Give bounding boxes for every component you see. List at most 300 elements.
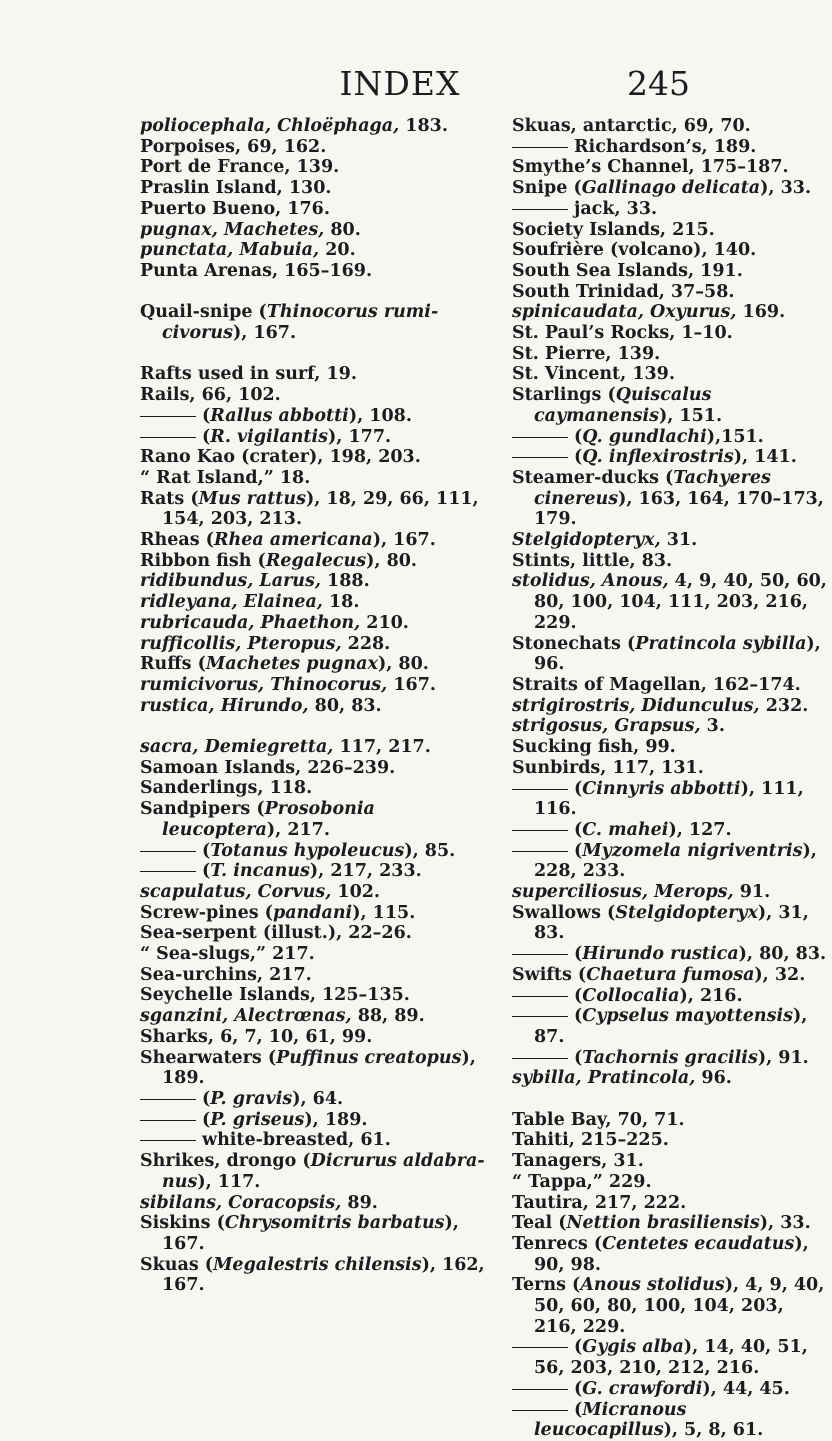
entry-italic-text: sibilans, Coracopsis,	[140, 1192, 342, 1213]
ditto-dash	[140, 1140, 196, 1141]
entry-text: ), 177.	[328, 426, 392, 447]
ditto-dash	[512, 437, 568, 438]
index-entry	[512, 965, 832, 986]
entry-italic-text: Rhea americana	[213, 530, 373, 551]
entry-text: ), 189.	[162, 1047, 476, 1089]
entry-text: (	[202, 861, 211, 882]
entry-text: (	[574, 778, 583, 799]
index-entry	[512, 1193, 832, 1214]
entry-italic-text: Prosobonia leucoptera	[162, 799, 375, 840]
entry-text: Quail-snipe (	[140, 302, 267, 323]
entry-italic-text: Regalecus	[265, 550, 367, 571]
entry-text: ), 163, 164, 170–173, 179.	[534, 488, 824, 530]
index-entry	[512, 178, 832, 199]
ditto-dash	[512, 1389, 568, 1390]
index-entry	[512, 364, 832, 385]
entry-text: Smythe’s Channel, 175–187.	[512, 157, 789, 178]
entry-italic-text: Micranous leucocapillus	[534, 1399, 687, 1441]
entry-text: (	[574, 985, 583, 1006]
entry-text: ), 4, 9, 40, 50, 60, 80, 100, 104, 203, 216, 229.	[534, 1275, 825, 1337]
index-entry	[512, 986, 832, 1007]
entry-text: South Sea Islands, 191.	[512, 260, 743, 281]
entry-text: ), 44, 45.	[702, 1378, 790, 1399]
index-entry	[512, 468, 832, 530]
index-entry	[512, 716, 832, 737]
entry-text: Tanagers, 31.	[512, 1151, 644, 1172]
entry-text: Sanderlings, 118.	[140, 778, 313, 799]
entry-italic-text: sacra, Demiegretta,	[140, 737, 334, 758]
entry-italic-text: Myzomela nigriventris	[582, 840, 803, 861]
index-entry	[512, 199, 832, 220]
entry-italic-text: rustica, Hirundo,	[140, 695, 309, 716]
entry-text: Table Bay, 70, 71.	[512, 1109, 685, 1130]
index-entry	[140, 1151, 485, 1192]
section-gap	[140, 716, 485, 737]
entry-text: ), 31, 83.	[534, 902, 809, 944]
entry-text: Steamer-ducks (	[512, 467, 674, 488]
ditto-dash	[140, 871, 196, 872]
index-entry	[140, 220, 485, 241]
entry-text: St. Pierre, 139.	[512, 343, 661, 364]
entry-text: ), 216.	[679, 985, 743, 1006]
index-entry	[512, 696, 832, 717]
index-entry	[512, 1006, 832, 1047]
entry-text: ), 217, 233.	[309, 861, 422, 882]
entry-italic-text: pugnax, Machetes,	[140, 219, 325, 240]
entry-italic-text: Mus rattus	[198, 488, 306, 509]
index-entry	[140, 737, 485, 758]
entry-text: ), 127.	[668, 819, 732, 840]
entry-italic-text: Gygis alba	[582, 1337, 684, 1358]
index-entry	[512, 282, 832, 303]
entry-italic-text: Collocalia	[582, 985, 680, 1006]
ditto-dash	[512, 789, 568, 790]
entry-italic-text: Centetes ecaudatus	[602, 1233, 795, 1254]
entry-text: ), 96.	[534, 633, 821, 675]
entry-italic-text: Anous stolidus	[580, 1275, 725, 1296]
page-number: 245	[627, 64, 690, 103]
entry-italic-text: Nettion brasiliensis	[566, 1213, 760, 1234]
entry-text: Sunbirds, 117, 131.	[512, 757, 704, 778]
entry-text: Rheas (	[140, 530, 214, 551]
index-entry	[512, 447, 832, 468]
entry-text: Samoan Islands, 226–239.	[140, 757, 396, 778]
entry-text: jack, 33.	[574, 198, 658, 219]
entry-text: 91.	[733, 882, 771, 903]
entry-italic-text: C. mahei	[582, 819, 669, 840]
index-entry	[512, 571, 832, 633]
entry-italic-text: poliocephala, Chloëphaga,	[140, 116, 400, 136]
entry-text: 228.	[341, 633, 391, 654]
entry-text: ), 33.	[759, 1213, 811, 1234]
entry-text: ), 115.	[352, 902, 416, 923]
entry-text: (	[574, 819, 583, 840]
entry-text: Sea-serpent (illust.), 22–26.	[140, 923, 412, 944]
ditto-dash	[512, 1016, 568, 1017]
entry-text: (	[574, 1337, 583, 1358]
entry-text: ), 80, 83.	[738, 944, 827, 965]
entry-text: Praslin Island, 130.	[140, 178, 332, 199]
entry-text: Porpoises, 69, 162.	[140, 136, 327, 157]
entry-text: 20.	[319, 240, 356, 261]
index-entry	[140, 530, 485, 551]
entry-text: 188.	[320, 571, 370, 592]
index-entry	[140, 468, 485, 489]
entry-text: Sucking fish, 99.	[512, 737, 676, 758]
index-entry	[140, 758, 485, 779]
entry-text: Teal (	[512, 1213, 567, 1234]
index-entry	[140, 1089, 485, 1110]
entry-italic-text: G. crawfordi	[582, 1378, 703, 1399]
section-gap	[140, 344, 485, 365]
entry-text: ),151.	[706, 426, 764, 447]
entry-text: “ Sea-slugs,” 217.	[140, 944, 315, 965]
entry-text: Port de France, 139.	[140, 157, 340, 178]
ditto-dash	[512, 996, 568, 997]
page-header	[0, 60, 800, 110]
entry-text: Stonechats (	[512, 633, 636, 654]
index-entry	[512, 240, 832, 261]
entry-text: Puerto Bueno, 176.	[140, 198, 330, 219]
index-entry	[140, 1027, 485, 1048]
ditto-dash	[512, 851, 568, 852]
entry-text: 80.	[324, 219, 361, 240]
ditto-dash	[140, 437, 196, 438]
entry-text: ), 90, 98.	[534, 1233, 809, 1275]
index-entry	[140, 861, 485, 882]
entry-text: Starlings (	[512, 385, 616, 406]
index-entry	[140, 1048, 485, 1089]
index-entry	[140, 406, 485, 427]
index-entry	[140, 1193, 485, 1214]
ditto-dash	[512, 147, 568, 148]
index-entry	[512, 1151, 832, 1172]
index-entry	[512, 323, 832, 344]
index-entry	[512, 1110, 832, 1131]
index-entry	[140, 592, 485, 613]
entry-italic-text: Puffinus creatopus	[276, 1047, 462, 1068]
index-entry	[140, 1130, 485, 1151]
entry-italic-text: Stelgidopteryx	[615, 902, 758, 923]
entry-text: (	[202, 1089, 211, 1109]
entry-text: white-breasted, 61.	[202, 1130, 391, 1151]
entry-text: ), 141.	[733, 447, 797, 468]
entry-italic-text: P. gravis	[210, 1089, 293, 1109]
entry-text: Terns (	[512, 1275, 581, 1296]
entry-text: Screw-pines (	[140, 902, 273, 923]
entry-text: 183.	[399, 116, 448, 136]
entry-italic-text: Quiscalus caymanensis	[534, 385, 712, 426]
entry-italic-text: Megalestris chilensis	[213, 1254, 422, 1275]
index-entry	[512, 551, 832, 572]
ditto-dash	[140, 1099, 196, 1100]
index-entry	[140, 157, 485, 178]
entry-italic-text: Stelgidopteryx,	[512, 530, 661, 551]
index-entry	[512, 427, 832, 448]
ditto-dash	[140, 1120, 196, 1121]
index-column-left	[140, 116, 485, 1296]
index-entry	[512, 1172, 832, 1193]
entry-text: Shrikes, drongo (	[140, 1151, 311, 1172]
entry-italic-text: Cypselus mayottensis	[582, 1006, 793, 1027]
index-entry	[140, 178, 485, 199]
index-entry	[140, 1110, 485, 1131]
entry-text: ), 151.	[658, 405, 723, 426]
entry-text: 31.	[660, 530, 698, 551]
index-entry	[140, 137, 485, 158]
entry-italic-text: Tachornis gracilis	[582, 1047, 758, 1068]
index-entry	[140, 799, 485, 840]
entry-text: Sandpipers (	[140, 799, 265, 820]
entry-text: (	[574, 840, 583, 861]
index-entry	[512, 1400, 832, 1441]
index-entry	[512, 137, 832, 158]
entry-italic-text: P. griseus	[210, 1109, 305, 1130]
entry-text: Tautira, 217, 222.	[512, 1192, 687, 1213]
index-entry	[512, 1337, 832, 1378]
entry-italic-text: ridleyana, Elainea,	[140, 592, 323, 613]
entry-text: 210.	[360, 612, 409, 633]
entry-text: Tahiti, 215–225.	[512, 1130, 669, 1151]
ditto-dash	[512, 209, 568, 210]
entry-text: Tenrecs (	[512, 1233, 603, 1254]
index-entry	[140, 841, 485, 862]
entry-text: ), 5, 8, 61.	[663, 1420, 764, 1441]
entry-text: ), 14, 40, 51, 56, 203, 210, 212, 216.	[534, 1337, 808, 1379]
entry-italic-text: Q. gundlachi	[582, 426, 707, 447]
entry-text: (	[574, 944, 583, 965]
index-entry	[140, 489, 485, 530]
index-entry	[512, 261, 832, 282]
entry-text: Soufrière (volcano), 140.	[512, 240, 757, 261]
entry-text: 102.	[331, 881, 381, 902]
entry-text: ), 228, 233.	[534, 840, 817, 882]
ditto-dash	[512, 954, 568, 955]
entry-text: ), 91.	[757, 1047, 809, 1068]
entry-text: ), 167.	[162, 1213, 459, 1254]
entry-italic-text: R. vigilantis	[210, 426, 329, 447]
entry-italic-text: rumicivorus, Thinocorus,	[140, 674, 388, 695]
ditto-dash	[512, 1347, 568, 1348]
index-entry	[140, 551, 485, 572]
entry-text: ), 162, 167.	[162, 1254, 485, 1296]
ditto-dash	[140, 416, 196, 417]
entry-text: ), 18, 29, 66, 111, 154, 203, 213.	[162, 488, 479, 530]
index-entry	[140, 696, 485, 717]
index-entry	[512, 220, 832, 241]
index-entry	[512, 882, 832, 903]
index-entry	[140, 613, 485, 634]
index-entry	[140, 427, 485, 448]
entry-text: “ Tappa,” 229.	[512, 1171, 652, 1192]
entry-text: (	[574, 1006, 583, 1027]
index-entry	[512, 1048, 832, 1069]
entry-text: ), 189.	[304, 1109, 368, 1130]
index-entry	[140, 447, 485, 468]
index-entry	[512, 1130, 832, 1151]
index-entry	[140, 385, 485, 406]
entry-text: Skuas, antarctic, 69, 70.	[512, 116, 751, 136]
entry-italic-text: rufficollis, Pteropus,	[140, 633, 342, 654]
entry-text: Sharks, 6, 7, 10, 61, 99.	[140, 1026, 373, 1047]
entry-text: 88, 89.	[351, 1006, 425, 1027]
entry-italic-text: punctata, Mabuia,	[140, 240, 320, 261]
entry-text: (	[574, 1047, 583, 1068]
entry-text: ), 85.	[404, 840, 456, 861]
entry-text: (	[202, 405, 211, 426]
index-entry	[140, 364, 485, 385]
entry-text: (	[574, 1399, 583, 1420]
index-entry	[140, 571, 485, 592]
entry-text: (	[202, 840, 211, 861]
entry-text: St. Paul’s Rocks, 1–10.	[512, 323, 733, 344]
entry-italic-text: Totanus hypoleucus	[210, 840, 405, 861]
index-entry	[140, 923, 485, 944]
index-entry	[140, 654, 485, 675]
index-entry	[512, 737, 832, 758]
entry-italic-text: T. incanus	[210, 861, 310, 882]
entry-text: “ Rat Island,” 18.	[140, 467, 311, 488]
section-gap	[140, 282, 485, 303]
entry-text: 96.	[695, 1068, 732, 1089]
entry-italic-text: strigosus, Grapsus,	[512, 716, 701, 737]
entry-text: Swallows (	[512, 902, 616, 923]
index-entry	[140, 116, 485, 137]
entry-text: ), 80.	[377, 654, 429, 675]
entry-text: 4, 9, 40, 50, 60, 80, 100, 104, 111, 203, 216, 229.	[534, 571, 827, 633]
index-entry	[512, 779, 832, 820]
index-entry	[512, 302, 832, 323]
entry-text: ), 80.	[366, 550, 418, 571]
index-entry	[512, 1068, 832, 1089]
entry-italic-text: Tachyeres cinereus	[534, 467, 771, 509]
section-gap	[512, 1089, 832, 1110]
entry-text: ), 111, 116.	[534, 778, 804, 820]
entry-text: ), 87.	[534, 1006, 808, 1047]
entry-text: Rafts used in surf, 19.	[140, 364, 357, 385]
entry-text: ), 167.	[372, 530, 436, 551]
entry-italic-text: stolidus, Anous,	[512, 571, 669, 592]
index-entry	[140, 1006, 485, 1027]
index-entry	[140, 985, 485, 1006]
index-entry	[140, 1255, 485, 1296]
entry-text: Stints, little, 83.	[512, 550, 673, 571]
index-entry	[512, 634, 832, 675]
entry-text: Rano Kao (crater), 198, 203.	[140, 447, 421, 468]
entry-text: 117, 217.	[333, 737, 431, 758]
ditto-dash	[512, 457, 568, 458]
index-entry	[512, 1234, 832, 1275]
entry-text: ), 108.	[348, 405, 412, 426]
entry-text: 89.	[341, 1192, 378, 1213]
index-entry	[140, 778, 485, 799]
entry-text: Rats (	[140, 488, 199, 509]
ditto-dash	[512, 830, 568, 831]
entry-italic-text: spinicaudata, Oxyurus,	[512, 302, 737, 323]
entry-text: 18.	[322, 592, 360, 613]
entry-text: Richardson’s, 189.	[574, 136, 757, 157]
entry-italic-text: Q. inflexirostris	[582, 447, 734, 468]
entry-text: 80, 83.	[308, 695, 382, 716]
index-entry	[512, 1379, 832, 1400]
entry-text: Straits of Magellan, 162–174.	[512, 674, 801, 695]
entry-italic-text: ridibundus, Larus,	[140, 571, 321, 592]
entry-text: Punta Arenas, 165–169.	[140, 260, 373, 281]
entry-text: Seychelle Islands, 125–135.	[140, 985, 410, 1006]
entry-text: South Trinidad, 37–58.	[512, 281, 735, 302]
index-entry	[140, 944, 485, 965]
entry-italic-text: Chrysomitris barbatus	[224, 1213, 445, 1234]
entry-text: ), 167.	[232, 323, 297, 344]
index-entry	[140, 903, 485, 924]
entry-italic-text: strigirostris, Didunculus,	[512, 695, 760, 716]
entry-text: Siskins (	[140, 1213, 225, 1234]
entry-text: (	[574, 447, 583, 468]
index-entry	[512, 1275, 832, 1337]
entry-italic-text: Pratincola sybilla	[635, 633, 807, 654]
entry-text: 167.	[387, 674, 436, 695]
entry-text: (	[202, 1109, 211, 1130]
entry-text: Ruffs (	[140, 654, 206, 675]
entry-italic-text: rubricauda, Phaethon,	[140, 612, 361, 633]
index-entry	[512, 820, 832, 841]
entry-italic-text: Thinocorus rumi-civorus	[162, 302, 439, 344]
entry-italic-text: Dicrurus aldabra-nus	[162, 1151, 485, 1192]
index-entry	[512, 1213, 832, 1234]
index-entry	[512, 157, 832, 178]
entry-italic-text: sganzini, Alectrœnas,	[140, 1006, 352, 1027]
index-entry	[512, 675, 832, 696]
entry-italic-text: Machetes pugnax	[205, 654, 378, 675]
index-entry	[140, 240, 485, 261]
ditto-dash	[512, 1058, 568, 1059]
entry-text: 169.	[736, 302, 786, 323]
index-entry	[512, 116, 832, 137]
index-entry	[512, 903, 832, 944]
index-entry	[512, 530, 832, 551]
index-entry	[140, 965, 485, 986]
entry-text: Rails, 66, 102.	[140, 385, 281, 406]
entry-italic-text: Cinnyris abbotti	[582, 778, 741, 799]
index-entry	[512, 385, 832, 426]
index-entry	[512, 344, 832, 365]
entry-text: St. Vincent, 139.	[512, 364, 675, 385]
entry-text: ), 32.	[754, 964, 806, 985]
page-title: INDEX	[339, 64, 461, 103]
entry-text: Shearwaters (	[140, 1047, 277, 1068]
entry-text: Skuas (	[140, 1254, 214, 1275]
entry-italic-text: scapulatus, Corvus,	[140, 881, 332, 902]
entry-text: Ribbon fish (	[140, 550, 266, 571]
index-entry	[512, 944, 832, 965]
entry-text: ), 117.	[197, 1171, 261, 1192]
ditto-dash	[512, 1410, 568, 1411]
entry-text: Society Islands, 215.	[512, 219, 715, 240]
index-entry	[140, 634, 485, 655]
index-entry	[140, 882, 485, 903]
entry-text: ), 217.	[266, 819, 330, 840]
index-column-right	[512, 116, 832, 1441]
index-entry	[140, 302, 485, 343]
entry-italic-text: superciliosus, Merops,	[512, 882, 734, 903]
entry-italic-text: sybilla, Pratincola,	[512, 1068, 696, 1089]
ditto-dash	[140, 851, 196, 852]
entry-text: ), 33.	[760, 178, 812, 199]
entry-italic-text: pandani	[272, 902, 353, 923]
entry-italic-text: Rallus abbotti	[210, 405, 349, 426]
entry-text: 3.	[700, 716, 725, 737]
entry-text: (	[574, 426, 583, 447]
